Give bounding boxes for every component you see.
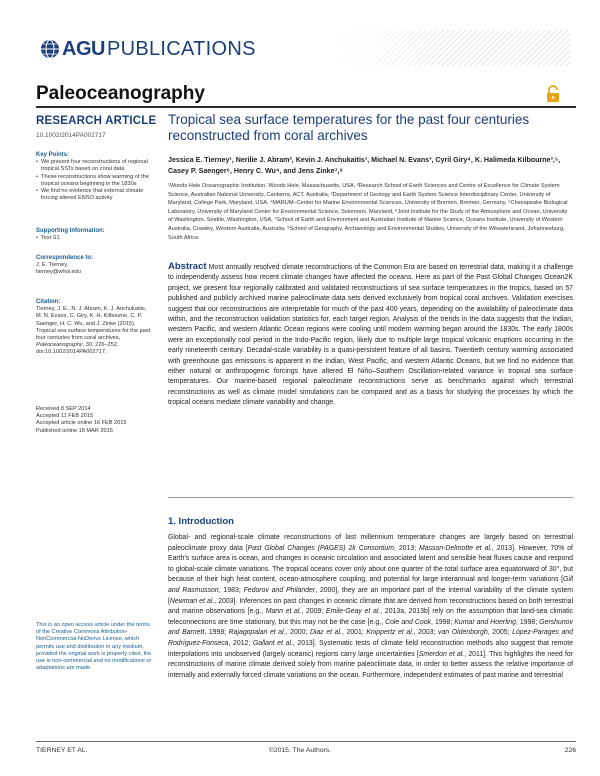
intro-text-run: , 2013]. However, 70% of Earth's surface area is ocean, and changes in oceanic circulation and associated latent and sensible heat fluxes cause and respond to global-scale climate variations. The tropical oceans cover only about one quarter of the total surface area equatorward of 30°, but because of their high heat content, ocean-atmosphere coupling, and potential for large interannual and longer-term variations [: [168, 544, 573, 584]
date-accepted: Accepted 11 FEB 2015: [36, 413, 94, 420]
reference-citation[interactable]: Smerdon et al.: [418, 650, 465, 658]
supporting-information: [36, 228, 154, 242]
intro-text-run: , 2013]. Systematic tests of climate field reconstruction methods also suggest that remote interpolations into unobserved (largely oceanic) regions carry large uncertainties [: [168, 639, 573, 658]
introduction-text: [168, 533, 573, 681]
intro-text-run: , 2000], they are an important part of the internal variability of the climate system [: [168, 586, 573, 605]
reference-citation[interactable]: López-Parages and Rodríguez-Fonseca: [168, 629, 573, 647]
correspondence: [36, 255, 154, 277]
key-points: [36, 152, 154, 202]
date-accepted-online: Accepted article online 16 FEB 2015: [36, 420, 127, 427]
journal-name: Paleoceanography: [36, 83, 205, 104]
intro-text-run: , 2003]. Inferences on past changes in oceanic climate that are derived from reconstructions based on both terrestrial and marine observations [e.g.,: [168, 597, 573, 616]
footer-rule: [36, 741, 576, 742]
supporting-heading: Supporting Information:: [36, 228, 105, 234]
footer-copyright: ©2015. The Authors.: [268, 747, 332, 754]
intro-text-run: Global- and regional-scale climate reconstructions of last millennium temperature changes are largely based on terrestrial paleoclimate proxy data [: [168, 534, 573, 552]
citation-journal: Paleoceanography: [36, 342, 83, 349]
intro-text-run: , 2013a, 2013b] rely on the assumption that land-sea climatic teleconnections are time stationary, but this may not be the case [e.g.,: [168, 608, 573, 626]
correspondence-name: J. E. Tierney,: [36, 262, 69, 269]
reference-citation[interactable]: Gershunov and Barnett: [168, 618, 573, 637]
intro-text-run: , 1998;: [431, 618, 455, 626]
key-points-list: [36, 159, 154, 202]
correspondence-heading: Correspondence to:: [36, 255, 94, 261]
intro-text-run: , 2001;: [341, 629, 367, 637]
reference-citation[interactable]: Cole and Cook: [385, 618, 432, 626]
logo-agu: AGU: [62, 37, 105, 60]
decorative-hatch-pattern: [330, 30, 570, 66]
abstract: [168, 262, 573, 409]
reference-citation[interactable]: Fedorov and Philander: [243, 586, 316, 594]
abstract-rule: [168, 497, 573, 498]
date-published: Published online 18 MAR 2015: [36, 427, 113, 434]
reference-citation[interactable]: Diaz et al.: [309, 629, 342, 637]
logo-publications: PUBLICATIONS: [106, 37, 256, 60]
reference-citation[interactable]: Rajagopalan et al.: [228, 629, 286, 637]
page-number: 226: [564, 747, 576, 754]
intro-text-run: , 1998;: [204, 629, 229, 637]
intro-text-run: , 2012;: [228, 639, 253, 647]
intro-text-run: , 2003;: [413, 629, 439, 637]
reference-citation[interactable]: Gallant et al.: [252, 639, 293, 647]
reference-citation[interactable]: Kumar and Hoerling: [454, 618, 516, 626]
header-rule: [36, 106, 576, 108]
agu-publications-logo: [40, 38, 256, 60]
intro-text-run: , 1983;: [218, 586, 244, 594]
affiliations: ¹Woods Hole Oceanographic Institution, Woods Hole, Massachusetts, USA, ²Research School of Earth Sciences and Centre of Excellence for Climate System Science, Australian National University, Canberra, ACT, Australia, ³Department of Geology and Earth System Science Interdisciplinary Center, University of Maryland, College Park, Maryland, USA, ⁴MARUM–Center for Marine Environmental Sciences, University of Bremen, Bremen, Germany, ⁵Chesapeake Biological Laboratory, University of Maryland Center for Environmental Science, Solomons, Maryland, ⁶Joint Institute for the Study of the Atmosphere and Ocean, University of Washington, Seattle, Washington, USA, ⁷School of Earth and Environment and Australian Institute of Marine Science, Oceans Institute, University of Western Australia, Crawley, Western Australia, Australia, ⁸School of Geography, Archaeology and Environmental Studies, University of the Witwatersrand, Johannesburg, South Africa: [168, 183, 568, 241]
globe-icon: [40, 39, 60, 59]
intro-text-run: , 2005;: [487, 629, 513, 637]
license-notice: This is an open access article under the terms of the Creative Commons Attribution-NonCommercial-NoDerivs License, which permits use and distribution in any medium, provided the original work is properly cited, the use is non-commercial and no modifications or adaptations are made.: [36, 622, 152, 672]
open-access-lock-icon: [544, 85, 562, 103]
reference-citation[interactable]: Emile-Geay et al.: [325, 608, 381, 616]
reference-citation[interactable]: Newman et al.: [169, 597, 215, 605]
citation-text: Tierney, J. E., N. J. Abram, K. J. Anchukaitis, M. N. Evans, C. Giry, K. H. Kilbourne, C. P. Saenger, H. C. Wu, and J. Zinke (2015), Tropical sea surface temperatures for the past four centuries from coral archives, Paleoceanography, 30, 226–252, doi:10.1002/2014PA002717.: [36, 306, 151, 356]
reference-citation[interactable]: Gill and Rasmusson: [168, 576, 573, 594]
reference-citation[interactable]: Knippertz et al.: [366, 629, 414, 637]
author-list: Jessica E. Tierney¹, Nerilie J. Abram², Kevin J. Anchukaitis¹, Michael N. Evans³, Cyril Giry⁴, K. Halimeda Kilbourne³,⁵, Casey P. Saenger⁶, Henry C. Wu⁴, and Jens Zinke⁷,⁸: [168, 156, 561, 175]
doi[interactable]: 10.1002/2014PA002717: [36, 132, 106, 139]
footer-running-head: TIERNEY ET AL.: [36, 747, 88, 754]
citation: [36, 299, 154, 357]
intro-text-run: , 2013;: [393, 544, 419, 552]
citation-heading: Citation:: [36, 299, 61, 305]
abstract-text: Most annually resolved climate reconstructions of the Common Era are based on terrestrial data, making it a challenge to independently assess how recent climate changes have affected the oceans. Here as part of the Past Global Changes Ocean2K project, we present four regionally calibrated and validated reconstructions of sea surface temperatures in the tropics, based on 57 published and publicly archived marine paleoclimate data sets derived exclusively from tropical coral archives. Validation exercises suggest that our reconstructions are interpretable for much of the past 400 years, depending on the availability of paleoclimate data within, and the reconstruction validation statistics for, each target region. Analysis of the trends in the data suggests that the Indian, western Pacific, and western Atlantic Ocean regions were cooling until modern warming began around the 1830s. The early 1800s were an exceptionally cool period in the Indo-Pacific region, likely due to multiple large tropical volcanic eruptions occurring in the early nineteenth century. Decadal-scale variability is a quasi-persistent feature of all basins. Twentieth century warming associated with greenhouse gas emissions is apparent in the Indian, West Pacific, and western Atlantic Oceans, but we find no evidence that either natural or anthropogenic forcings have altered El Niño–Southern Oscillation-related variance in tropical sea surface temperatures. Our marine-based regional paleoclimate reconstructions serve as benchmarks against which terrestrial reconstructions as well as climate model simulations can be compared and as a basis for studying the processes by which the tropical oceans mediate climate variability and change.: [168, 264, 573, 407]
reference-citation[interactable]: Mann et al.: [265, 608, 302, 616]
key-point: • These reconstructions show warming of the tropical oceans beginning in the 1830s: [36, 174, 154, 188]
intro-text-run: , 1998;: [515, 618, 540, 626]
article-title: Tropical sea surface temperatures for the past four centuries reconstructed from coral archives: [168, 112, 530, 143]
key-point: • We present four reconstructions of regional tropical SSTs based on coral data: [36, 159, 154, 173]
reference-citation[interactable]: Masson-Delmotte et al.: [419, 544, 492, 552]
article-type: RESEARCH ARTICLE: [36, 115, 157, 127]
date-received: Received 8 SEP 2014: [36, 406, 91, 412]
article-dates: [36, 406, 154, 435]
reference-citation[interactable]: Past Global Changes (PAGES) 2k Consortium: [247, 544, 394, 552]
supporting-item[interactable]: • Text S1: [36, 235, 154, 242]
intro-text-run: , 2000;: [285, 629, 310, 637]
key-point: • We find no evidence that external climate forcing altered ENSO activity: [36, 188, 154, 202]
intro-text-run: , 2011]. This highlights the need for reconstructions of marine climate derived solely from marine paleoclimate data, in order to better assess the relative importance of internally and externally forced climate variations on the ocean. Furthermore, independent estimates of past marine and terrestrial: [168, 650, 573, 679]
reference-citation[interactable]: van Oldenborgh: [438, 629, 488, 637]
key-points-heading: Key Points:: [36, 152, 70, 158]
correspondence-email[interactable]: tierney@whoi.edu: [36, 269, 81, 276]
abstract-label: Abstract: [168, 261, 207, 272]
section-heading-introduction: 1. Introduction: [168, 516, 234, 527]
intro-text-run: , 2009;: [301, 608, 326, 616]
